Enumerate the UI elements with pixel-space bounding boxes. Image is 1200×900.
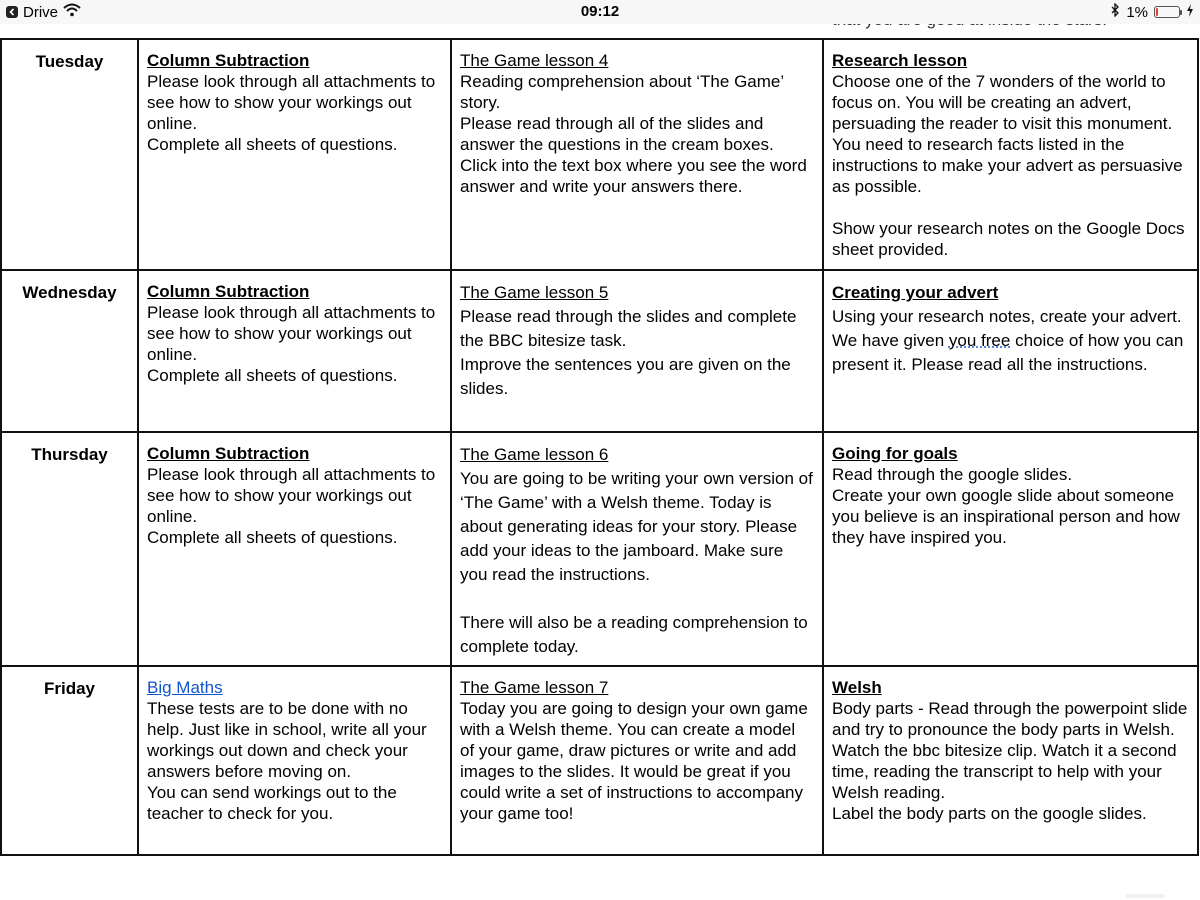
maths-cell bbox=[138, 270, 451, 432]
task-text: Choose one of the 7 wonders of the world to focus on. You will be creating an advert, persuading the reader to visit this monument. You need to research facts listed in the instructions to make your advert as persuasive as possible. bbox=[832, 72, 1183, 196]
task-text: These tests are to be done with no help. Just like in school, write all your workings out down and check your answers before moving on. bbox=[147, 699, 427, 781]
task-text: Please read through the slides and complete the BBC bitesize task. bbox=[460, 307, 797, 350]
battery-percent: 1% bbox=[1126, 3, 1148, 21]
task-text: Please look through all attachments to see how to show your workings out online. bbox=[147, 465, 436, 526]
task-text: Body parts - Read through the powerpoint slide and try to pronounce the body parts in Welsh. Watch the bbc bitesize clip. Watch it a second time, reading the transcript to help with your Welsh reading. bbox=[832, 699, 1188, 802]
status-bar bbox=[0, 0, 1200, 24]
day-label: Wednesday bbox=[1, 270, 138, 432]
maths-cell bbox=[138, 666, 451, 855]
english-cell bbox=[451, 432, 823, 666]
task-title: Going for goals bbox=[832, 444, 958, 463]
task-title: Research lesson bbox=[832, 51, 968, 70]
task-title: The Game lesson 5 bbox=[460, 283, 609, 302]
task-title: Column Subtraction bbox=[147, 51, 310, 70]
topic-cell bbox=[823, 270, 1198, 432]
task-text: Create your own google slide about someone you believe is an inspirational person and how they have inspired you. bbox=[832, 486, 1180, 547]
task-text bbox=[832, 305, 1189, 377]
battery-level bbox=[1156, 8, 1158, 16]
task-text: Complete all sheets of questions. bbox=[147, 528, 398, 547]
task-title: The Game lesson 6 bbox=[460, 445, 609, 464]
task-text: There will also be a reading comprehension to complete today. bbox=[460, 613, 808, 656]
spacer bbox=[460, 587, 814, 611]
table-row bbox=[1, 39, 1198, 270]
task-title: Column Subtraction bbox=[147, 444, 310, 463]
battery-icon bbox=[1154, 6, 1180, 18]
topic-cell bbox=[823, 666, 1198, 855]
task-text: You are going to be writing your own version of ‘The Game’ with a Welsh theme. Today is about generating ideas for your story. Please add your ideas to the jamboard. Make sure you read the instructions. bbox=[460, 469, 813, 584]
table-row bbox=[1, 270, 1198, 432]
task-text: Please look through all attachments to see how to show your workings out online. bbox=[147, 72, 436, 133]
task-text: Improve the sentences you are given on the slides. bbox=[460, 355, 791, 398]
task-title: The Game lesson 4 bbox=[460, 51, 609, 70]
table-row bbox=[1, 666, 1198, 855]
status-right bbox=[1111, 3, 1194, 21]
table-row bbox=[1, 432, 1198, 666]
big-maths-link[interactable]: Big Maths bbox=[147, 678, 223, 697]
task-text: Show your research notes on the Google Docs sheet provided. bbox=[832, 219, 1185, 259]
task-text-part: choice of how you can present it. Please read all the instructions. bbox=[832, 331, 1184, 374]
spellcheck-flagged-text[interactable]: you free bbox=[948, 331, 1011, 350]
task-text: Please read through all of the slides and answer the questions in the cream boxes. Click into the text box where you see the word answer and write your answers there. bbox=[460, 114, 807, 196]
back-app-label[interactable]: Drive bbox=[23, 3, 59, 21]
task-title: Column Subtraction bbox=[147, 282, 310, 301]
maths-cell bbox=[138, 39, 451, 270]
task-text: Label the body parts on the google slides. bbox=[832, 804, 1147, 823]
charging-bolt-icon bbox=[1186, 4, 1194, 21]
task-text: You can send workings out to the teacher to check for you. bbox=[147, 783, 397, 823]
task-text: Complete all sheets of questions. bbox=[147, 135, 398, 154]
task-title: Welsh bbox=[832, 678, 882, 697]
task-title: Creating your advert bbox=[832, 283, 999, 302]
english-cell bbox=[451, 270, 823, 432]
task-text: Please look through all attachments to see how to show your workings out online. bbox=[147, 303, 436, 364]
day-label: Thursday bbox=[1, 432, 138, 666]
english-cell bbox=[451, 39, 823, 270]
clock: 09:12 bbox=[580, 3, 620, 20]
task-text-part: Using your research notes, create your advert. We have given bbox=[832, 307, 1182, 350]
english-cell bbox=[451, 666, 823, 855]
task-text: Complete all sheets of questions. bbox=[147, 366, 398, 385]
bluetooth-icon bbox=[1111, 3, 1120, 21]
maths-cell bbox=[138, 432, 451, 666]
topic-cell bbox=[823, 432, 1198, 666]
task-text: Read through the google slides. bbox=[832, 465, 1073, 484]
task-title: The Game lesson 7 bbox=[460, 678, 609, 697]
day-label: Friday bbox=[1, 666, 138, 855]
task-text: Reading comprehension about ‘The Game’ story. bbox=[460, 72, 784, 112]
scroll-indicator[interactable] bbox=[1125, 894, 1165, 898]
weekly-plan-table bbox=[0, 38, 1199, 856]
task-text: Today you are going to design your own game with a Welsh theme. You can create a model of your game, draw pictures or write and add images to the slides. It would be great if you could write a set of instructions to accompany your game too! bbox=[460, 699, 808, 823]
day-label: Tuesday bbox=[1, 39, 138, 270]
spacer bbox=[832, 197, 1189, 218]
topic-cell bbox=[823, 39, 1198, 270]
